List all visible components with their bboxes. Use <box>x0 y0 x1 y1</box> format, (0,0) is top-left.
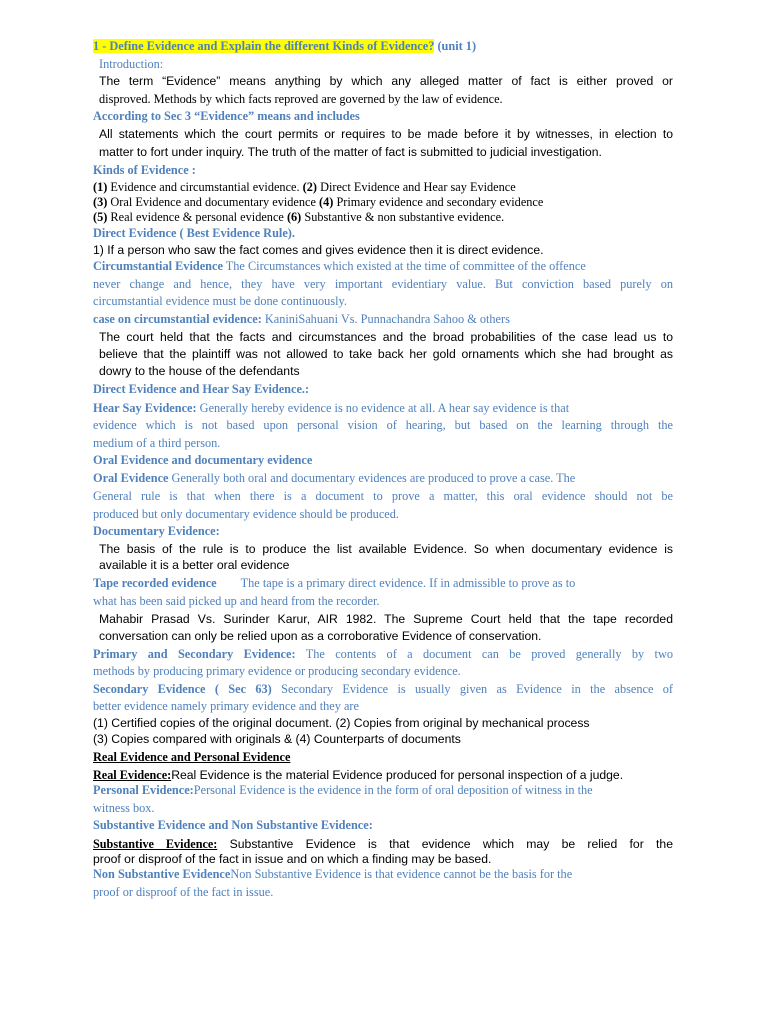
case-heading: case on circumstantial evidence: KaniniSahuani Vs. Punnachandra Sahoo & others <box>93 312 510 326</box>
documentary-line-1: The basis of the rule is to produce the list available Evidence. So when documentary evidence is <box>99 542 673 556</box>
oral-doc-heading: Oral Evidence and documentary evidence <box>93 453 313 467</box>
intro-line-1: The term “Evidence” means anything by which any alleged matter of fact is either proved or <box>99 74 673 88</box>
oral-line-3: produced but only documentary evidence should be produced. <box>93 507 399 521</box>
real-personal-heading: Real Evidence and Personal Evidence <box>93 750 291 764</box>
circumstantial-line-3: circumstantial evidence must be done continuously. <box>93 294 347 308</box>
secondary-line-2: better evidence namely primary evidence and they are <box>93 699 359 713</box>
non-substantive-label: Non Substantive Evidence <box>93 867 231 881</box>
personal-label: Personal Evidence: <box>93 783 194 797</box>
tape-case-line-2: conversation can only be relied upon as a corroborative Evidence of conservation. <box>99 629 542 643</box>
substantive-line-1: Substantive Evidence: Substantive Evidence is that evidence which may be relied for the <box>93 837 673 851</box>
substantive-label: Substantive Evidence: <box>93 837 218 851</box>
secondary-label: Secondary Evidence ( Sec 63) <box>93 682 272 696</box>
circumstantial-line-2: never change and hence, they have very important evidentiary value. But conviction based purely on <box>93 277 673 291</box>
circumstantial-label: Circumstantial Evidence <box>93 259 223 273</box>
documentary-line-2: available it is a better oral evidence <box>99 558 290 572</box>
secondary-item-1: (1) Certified copies of the original document. (2) Copies from original by mechanical process <box>93 716 590 730</box>
primary-secondary-line-1: Primary and Secondary Evidence: The contents of a document can be proved generally by two <box>93 647 673 661</box>
tape-line-1: Tape recorded evidence The tape is a primary direct evidence. If in admissible to prove as to <box>93 576 576 590</box>
substantive-line-2: proof or disproof of the fact in issue and on which a finding may be based. <box>93 852 492 866</box>
case-line-3: dowry to the house of the defendants <box>99 364 300 378</box>
non-substantive-line-1: Non Substantive EvidenceNon Substantive Evidence is that evidence cannot be the basis for the <box>93 867 573 881</box>
intro-line-2: disproved. Methods by which facts reproved are governed by the law of evidence. <box>99 92 503 106</box>
case-label: case on circumstantial evidence: <box>93 312 262 326</box>
kinds-item-3: (5) Real evidence & personal evidence (6) Substantive & non substantive evidence. <box>93 210 505 224</box>
direct-hearsay-heading: Direct Evidence and Hear Say Evidence.: <box>93 382 310 396</box>
personal-line-1: Personal Evidence:Personal Evidence is the evidence in the form of oral deposition of witness in the <box>93 783 593 797</box>
documentary-heading: Documentary Evidence: <box>93 524 220 538</box>
sec3-line-2: matter to fort under inquiry. The truth of the matter of fact is submitted to judicial investigation. <box>99 145 602 159</box>
substantive-heading: Substantive Evidence and Non Substantive Evidence: <box>93 818 373 832</box>
hearsay-line-1: Hear Say Evidence: Generally hereby evidence is no evidence at all. A hear say evidence is that <box>93 401 570 415</box>
hearsay-line-3: medium of a third person. <box>93 436 221 450</box>
personal-line-2: witness box. <box>93 801 155 815</box>
real-evidence-line: Real Evidence:Real Evidence is the material Evidence produced for personal inspection of a judge. <box>93 768 624 782</box>
hearsay-label: Hear Say Evidence: <box>93 401 197 415</box>
direct-line: 1) If a person who saw the fact comes and gives evidence then it is direct evidence. <box>93 243 544 257</box>
oral-line-2: General rule is that when there is a document to prove a matter, this oral evidence should not be <box>93 489 673 503</box>
sec3-heading: According to Sec 3 “Evidence” means and includes <box>93 109 360 123</box>
real-label: Real Evidence: <box>93 768 172 782</box>
kinds-heading: Kinds of Evidence : <box>93 163 196 177</box>
primary-secondary-line-2: methods by producing primary evidence or producing secondary evidence. <box>93 664 461 678</box>
case-line-1: The court held that the facts and circumstances and the broad probabilities of the case lead us to <box>99 330 673 344</box>
secondary-item-2: (3) Copies compared with originals & (4) Counterparts of documents <box>93 732 461 746</box>
title-unit: (unit 1) <box>434 39 477 53</box>
intro-heading: Introduction: <box>99 57 164 71</box>
tape-case-line-1: Mahabir Prasad Vs. Surinder Karur, AIR 1982. The Supreme Court held that the tape recorded <box>99 612 673 626</box>
circumstantial-line-1: Circumstantial Evidence The Circumstances which existed at the time of committee of the offence <box>93 259 586 273</box>
primary-secondary-label: Primary and Secondary Evidence: <box>93 647 296 661</box>
non-substantive-line-2: proof or disproof of the fact in issue. <box>93 885 274 899</box>
tape-line-2: what has been said picked up and heard from the recorder. <box>93 594 380 608</box>
oral-label: Oral Evidence <box>93 471 169 485</box>
kinds-item-2: (3) Oral Evidence and documentary evidence (4) Primary evidence and secondary evidence <box>93 195 544 209</box>
tape-label: Tape recorded evidence <box>93 576 217 590</box>
question-title <box>93 39 673 54</box>
hearsay-line-2: evidence which is not based upon personal vision of hearing, but based on the learning through the <box>93 418 673 432</box>
case-line-2: believe that the plaintiff was not allowed to take back her gold ornaments which she had brought as <box>99 347 673 361</box>
kinds-item-1: (1) Evidence and circumstantial evidence. (2) Direct Evidence and Hear say Evidence <box>93 180 516 194</box>
sec3-line-1: All statements which the court permits or requires to be made before it by witnesses, in election to <box>99 127 673 141</box>
oral-line-1: Oral Evidence Generally both oral and documentary evidences are produced to prove a case. The <box>93 471 576 485</box>
secondary-line-1: Secondary Evidence ( Sec 63) Secondary Evidence is usually given as Evidence in the absence of <box>93 682 673 696</box>
direct-heading: Direct Evidence ( Best Evidence Rule). <box>93 226 295 240</box>
title-highlight: 1 - Define Evidence and Explain the different Kinds of Evidence? <box>93 39 435 53</box>
